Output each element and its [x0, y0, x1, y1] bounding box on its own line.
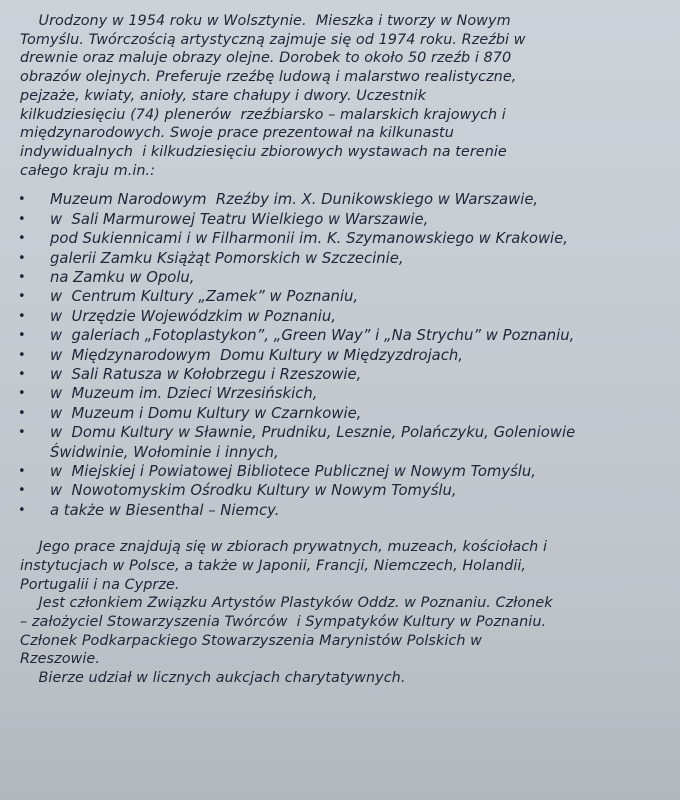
bullet-icon: • [18, 464, 26, 480]
exhibition-list [14, 190, 672, 520]
list-item [14, 423, 672, 462]
bullet-icon: • [18, 347, 26, 363]
intro-paragraph [14, 12, 672, 180]
text-line: Bierze udział w licznych aukcjach charytatywnych. [20, 670, 406, 687]
bullet-icon: • [18, 386, 26, 402]
list-item [14, 287, 672, 306]
bullet-icon: • [18, 366, 26, 382]
list-item [14, 481, 672, 500]
bullet-icon: • [18, 502, 26, 518]
text-line: Jego prace znajdują się w zbiorach prywatnych, muzeach, kościołach i [20, 539, 548, 556]
text-line: pejzaże, kwiaty, anioły, stare chałupy i dwory. Uczestnik [20, 87, 427, 104]
list-item-text: w Muzeum im. Dzieci Wrzesińskich, [50, 385, 318, 403]
list-item-text: w Nowotomyskim Ośrodku Kultury w Nowym Tomyślu, [50, 482, 457, 500]
list-item [14, 210, 672, 229]
list-item-text: w Sali Marmurowej Teatru Wielkiego w Warszawie, [50, 210, 429, 228]
bullet-icon: • [18, 308, 26, 324]
text-line: Urodzony w 1954 roku w Wolsztynie. Mieszka i tworzy w Nowym [20, 13, 511, 29]
list-item-text: w galeriach „Fotoplastykon”, „Green Way” i „Na Strychu” w Poznaniu, [50, 327, 575, 345]
text-line: obrazów olejnych. Preferuje rzeźbę ludową i malarstwo realistyczne, [20, 69, 517, 86]
list-item-text: w Sali Ratusza w Kołobrzegu i Rzeszowie, [50, 365, 362, 383]
bullet-icon: • [18, 269, 26, 285]
text-line: – założyciel Stowarzyszenia Twórców i Sympatyków Kultury w Poznaniu. [20, 614, 547, 631]
list-item [14, 404, 672, 423]
text-line: całego kraju m.in.: [20, 162, 156, 179]
list-item [14, 229, 672, 248]
list-item-text: w Centrum Kultury „Zamek” w Poznaniu, [50, 288, 359, 306]
list-item-text: galerii Zamku Książąt Pomorskich w Szczecinie, [50, 249, 404, 267]
list-item-text: na Zamku w Opolu, [50, 268, 195, 286]
list-item-text: pod Sukiennicami i w Filharmonii im. K. Szymanowskiego w Krakowie, [50, 230, 568, 248]
outro-section [14, 538, 672, 688]
bullet-icon: • [18, 250, 26, 266]
list-item [14, 384, 672, 403]
text-line: Portugalii i na Cyprze. [20, 576, 180, 593]
outro-paragraph [20, 594, 672, 669]
list-item [14, 307, 672, 326]
list-item [14, 190, 672, 209]
text-line: Jest członkiem Związku Artystów Plastyków Oddz. w Poznaniu. Członek [20, 595, 553, 612]
list-item-text: w Domu Kultury w Sławnie, Prudniku, Lesznie, Polańczyku, Goleniowie [50, 424, 576, 442]
outro-paragraph [20, 669, 672, 688]
list-item-text: w Miejskiej i Powiatowej Bibliotece Publicznej w Nowym Tomyślu, [50, 463, 536, 481]
list-item-text: a także w Biesenthal – Niemcy. [50, 501, 280, 519]
bullet-icon: • [18, 192, 26, 208]
outro-paragraph [20, 538, 672, 594]
bullet-icon: • [18, 483, 26, 499]
bullet-icon: • [18, 231, 26, 247]
text-line: międzynarodowych. Swoje prace prezentował na kilkunastu [20, 125, 454, 142]
text-line: Tomyślu. Twórczością artystyczną zajmuje się od 1974 roku. Rzeźbi w [20, 31, 526, 48]
bullet-icon: • [18, 425, 26, 441]
text-line: indywidualnych i kilkudziesięciu zbiorowych wystawach na terenie [20, 143, 507, 160]
bullet-icon: • [18, 405, 26, 421]
list-item [14, 346, 672, 365]
list-item-text: Świdwinie, Wołominie i innych, [50, 443, 279, 461]
bullet-icon: • [18, 289, 26, 305]
text-line: drewnie oraz maluje obrazy olejne. Dorobek to około 50 rzeźb i 870 [20, 50, 512, 67]
list-item-text: w Urzędzie Wojewódzkim w Poznaniu, [50, 307, 336, 325]
list-item-text: Muzeum Narodowym Rzeźby im. X. Dunikowskiego w Warszawie, [50, 191, 539, 209]
bullet-icon: • [18, 211, 26, 227]
list-item-text: w Międzynarodowym Domu Kultury w Międzyzdrojach, [50, 346, 463, 364]
list-item [14, 501, 672, 520]
list-item [14, 268, 672, 287]
list-item [14, 365, 672, 384]
list-item [14, 462, 672, 481]
text-line: Członek Podkarpackiego Stowarzyszenia Marynistów Polskich w [20, 632, 482, 649]
list-item [14, 326, 672, 345]
list-item-text: w Muzeum i Domu Kultury w Czarnkowie, [50, 404, 362, 422]
text-line: instytucjach w Polsce, a także w Japonii, Francji, Niemczech, Holandii, [20, 557, 527, 574]
text-line: kilkudziesięciu (74) plenerów rzeźbiarsko – malarskich krajowych i [20, 106, 506, 123]
list-item [14, 249, 672, 268]
bullet-icon: • [18, 328, 26, 344]
text-line: Rzeszowie. [20, 651, 100, 668]
